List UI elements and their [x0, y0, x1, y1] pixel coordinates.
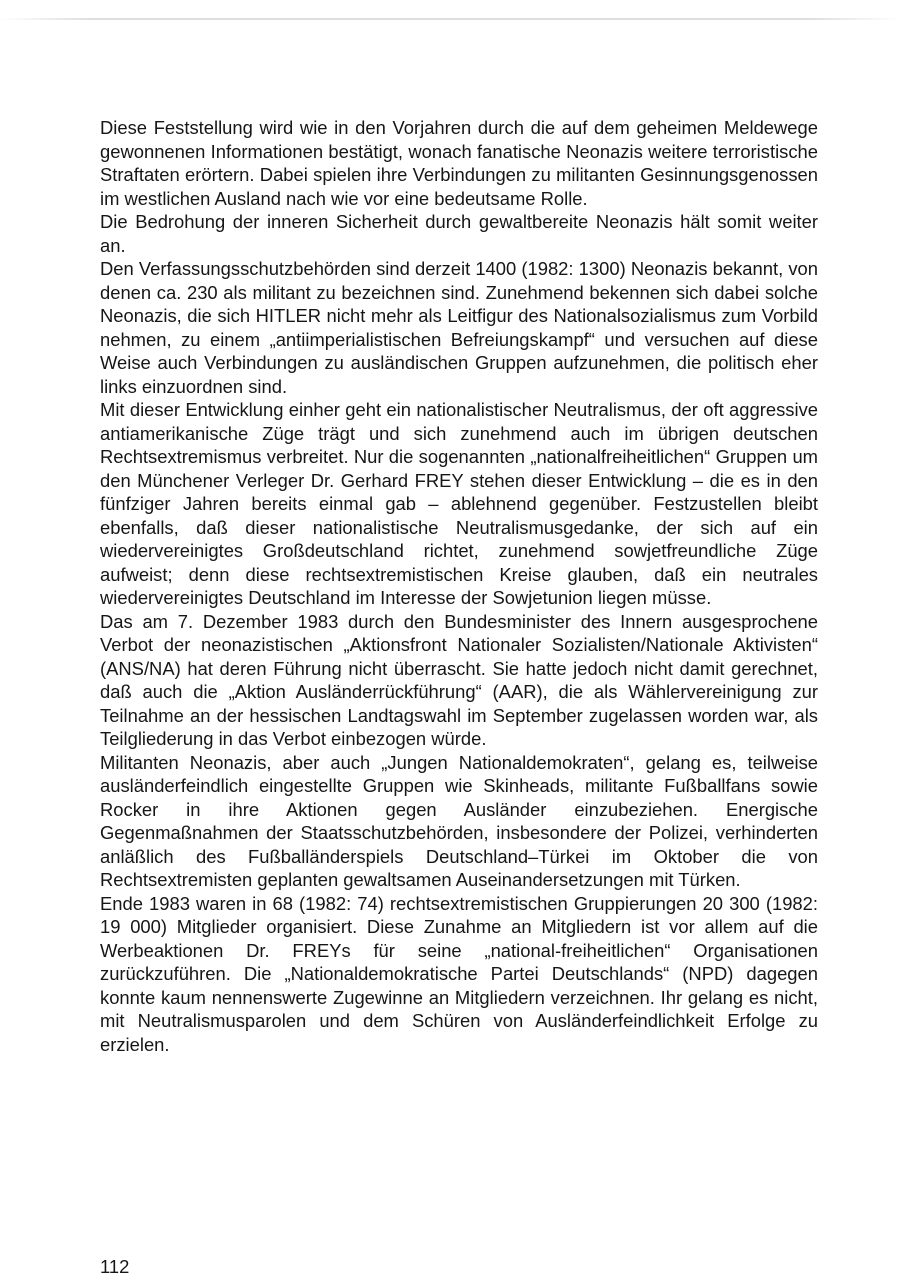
paragraph-7: Ende 1983 waren in 68 (1982: 74) rechtsextremistischen Gruppierungen 20 300 (1982: 19 000) Mitglieder organisiert. Diese Zunahme an Mitgliedern ist vor allem auf die Werbeaktionen Dr. FREYs für seine „national-freiheitlichen“ Organisationen zurückzuführen. Die „Nationaldemokratische Partei Deutschlands“ (NPD) dagegen konnte kaum nennenswerte Zugewinne an Mitgliedern verzeichnen. Ihr gelang es nicht, mit Neutralismusparolen und dem Schüren von Ausländerfeindlichkeit Erfolge zu erzielen.	[100, 892, 818, 1055]
page-number: 112	[100, 1256, 130, 1277]
paragraph-3: Den Verfassungsschutzbehörden sind derzeit 1400 (1982: 1300) Neonazis bekannt, von denen ca. 230 als militant zu bezeichnen sind. Zunehmend bekennen sich dabei solche Neonazis, die sich HITLER nicht mehr als Leitfigur des Nationalsozialismus zum Vorbild nehmen, zu einem „antiimperialistischen Befreiungskampf“ und versuchen auf diese Weise auch Verbindungen zu ausländischen Gruppen aufzunehmen, die politisch eher links einzuordnen sind.	[100, 258, 818, 397]
page-body	[100, 116, 818, 1056]
paragraph-2: Die Bedrohung der inneren Sicherheit durch gewaltbereite Neonazis hält somit weiter an.	[100, 211, 818, 256]
paragraph-4: Mit dieser Entwicklung einher geht ein nationalistischer Neutralismus, der oft aggressive antiamerikanische Züge trägt und sich zunehmend auch im übrigen deutschen Rechtsextremismus verbreitet. Nur die sogenannten „nationalfreiheitlichen“ Gruppen um den Münchener Verleger Dr. Gerhard FREY stehen dieser Entwicklung – die es in den fünfziger Jahren bereits einmal gab – ablehnend gegenüber. Festzustellen bleibt ebenfalls, daß dieser nationalistische Neutralismusgedanke, der sich auf ein wiedervereinigtes Großdeutschland richtet, zunehmend sowjetfreundliche Züge aufweist; denn diese rechtsextremistischen Kreise glauben, daß ein neutrales wiedervereinigtes Deutschland im Interesse der Sowjetunion liegen müsse.	[100, 399, 818, 608]
paragraph-5: Das am 7. Dezember 1983 durch den Bundesminister des Innern ausgesprochene Verbot der neonazistischen „Aktionsfront Nationaler Sozialisten/Nationale Aktivisten“ (ANS/NA) hat deren Führung nicht überrascht. Sie hatte jedoch nicht damit gerechnet, daß auch die „Aktion Ausländerrückführung“ (AAR), die als Wählervereinigung zur Teilnahme an der hessischen Landtagswahl im September zugelassen worden war, als Teilgliederung in das Verbot einbezogen würde.	[100, 610, 818, 749]
paragraph-6: Militanten Neonazis, aber auch „Jungen Nationaldemokraten“, gelang es, teilweise ausländerfeindlich eingestellte Gruppen wie Skinheads, militante Fußballfans sowie Rocker in ihre Aktionen gegen Ausländer einzubeziehen. Energische Gegenmaßnahmen der Staatsschutzbehörden, insbesondere der Polizei, verhinderten anläßlich des Fußballänderspiels Deutschland–Türkei im Oktober die von Rechtsextremisten geplanten gewaltsamen Auseinandersetzungen mit Türken.	[100, 751, 818, 890]
page-top-edge	[0, 18, 900, 20]
paragraph-1: Diese Feststellung wird wie in den Vorjahren durch die auf dem geheimen Meldewege gewonnenen Informationen bestätigt, wonach fanatische Neonazis weitere terroristische Straftaten erörtern. Dabei spielen ihre Verbindungen zu militanten Gesinnungsgenossen im westlichen Ausland nach wie vor eine bedeutsame Rolle.	[100, 117, 818, 209]
